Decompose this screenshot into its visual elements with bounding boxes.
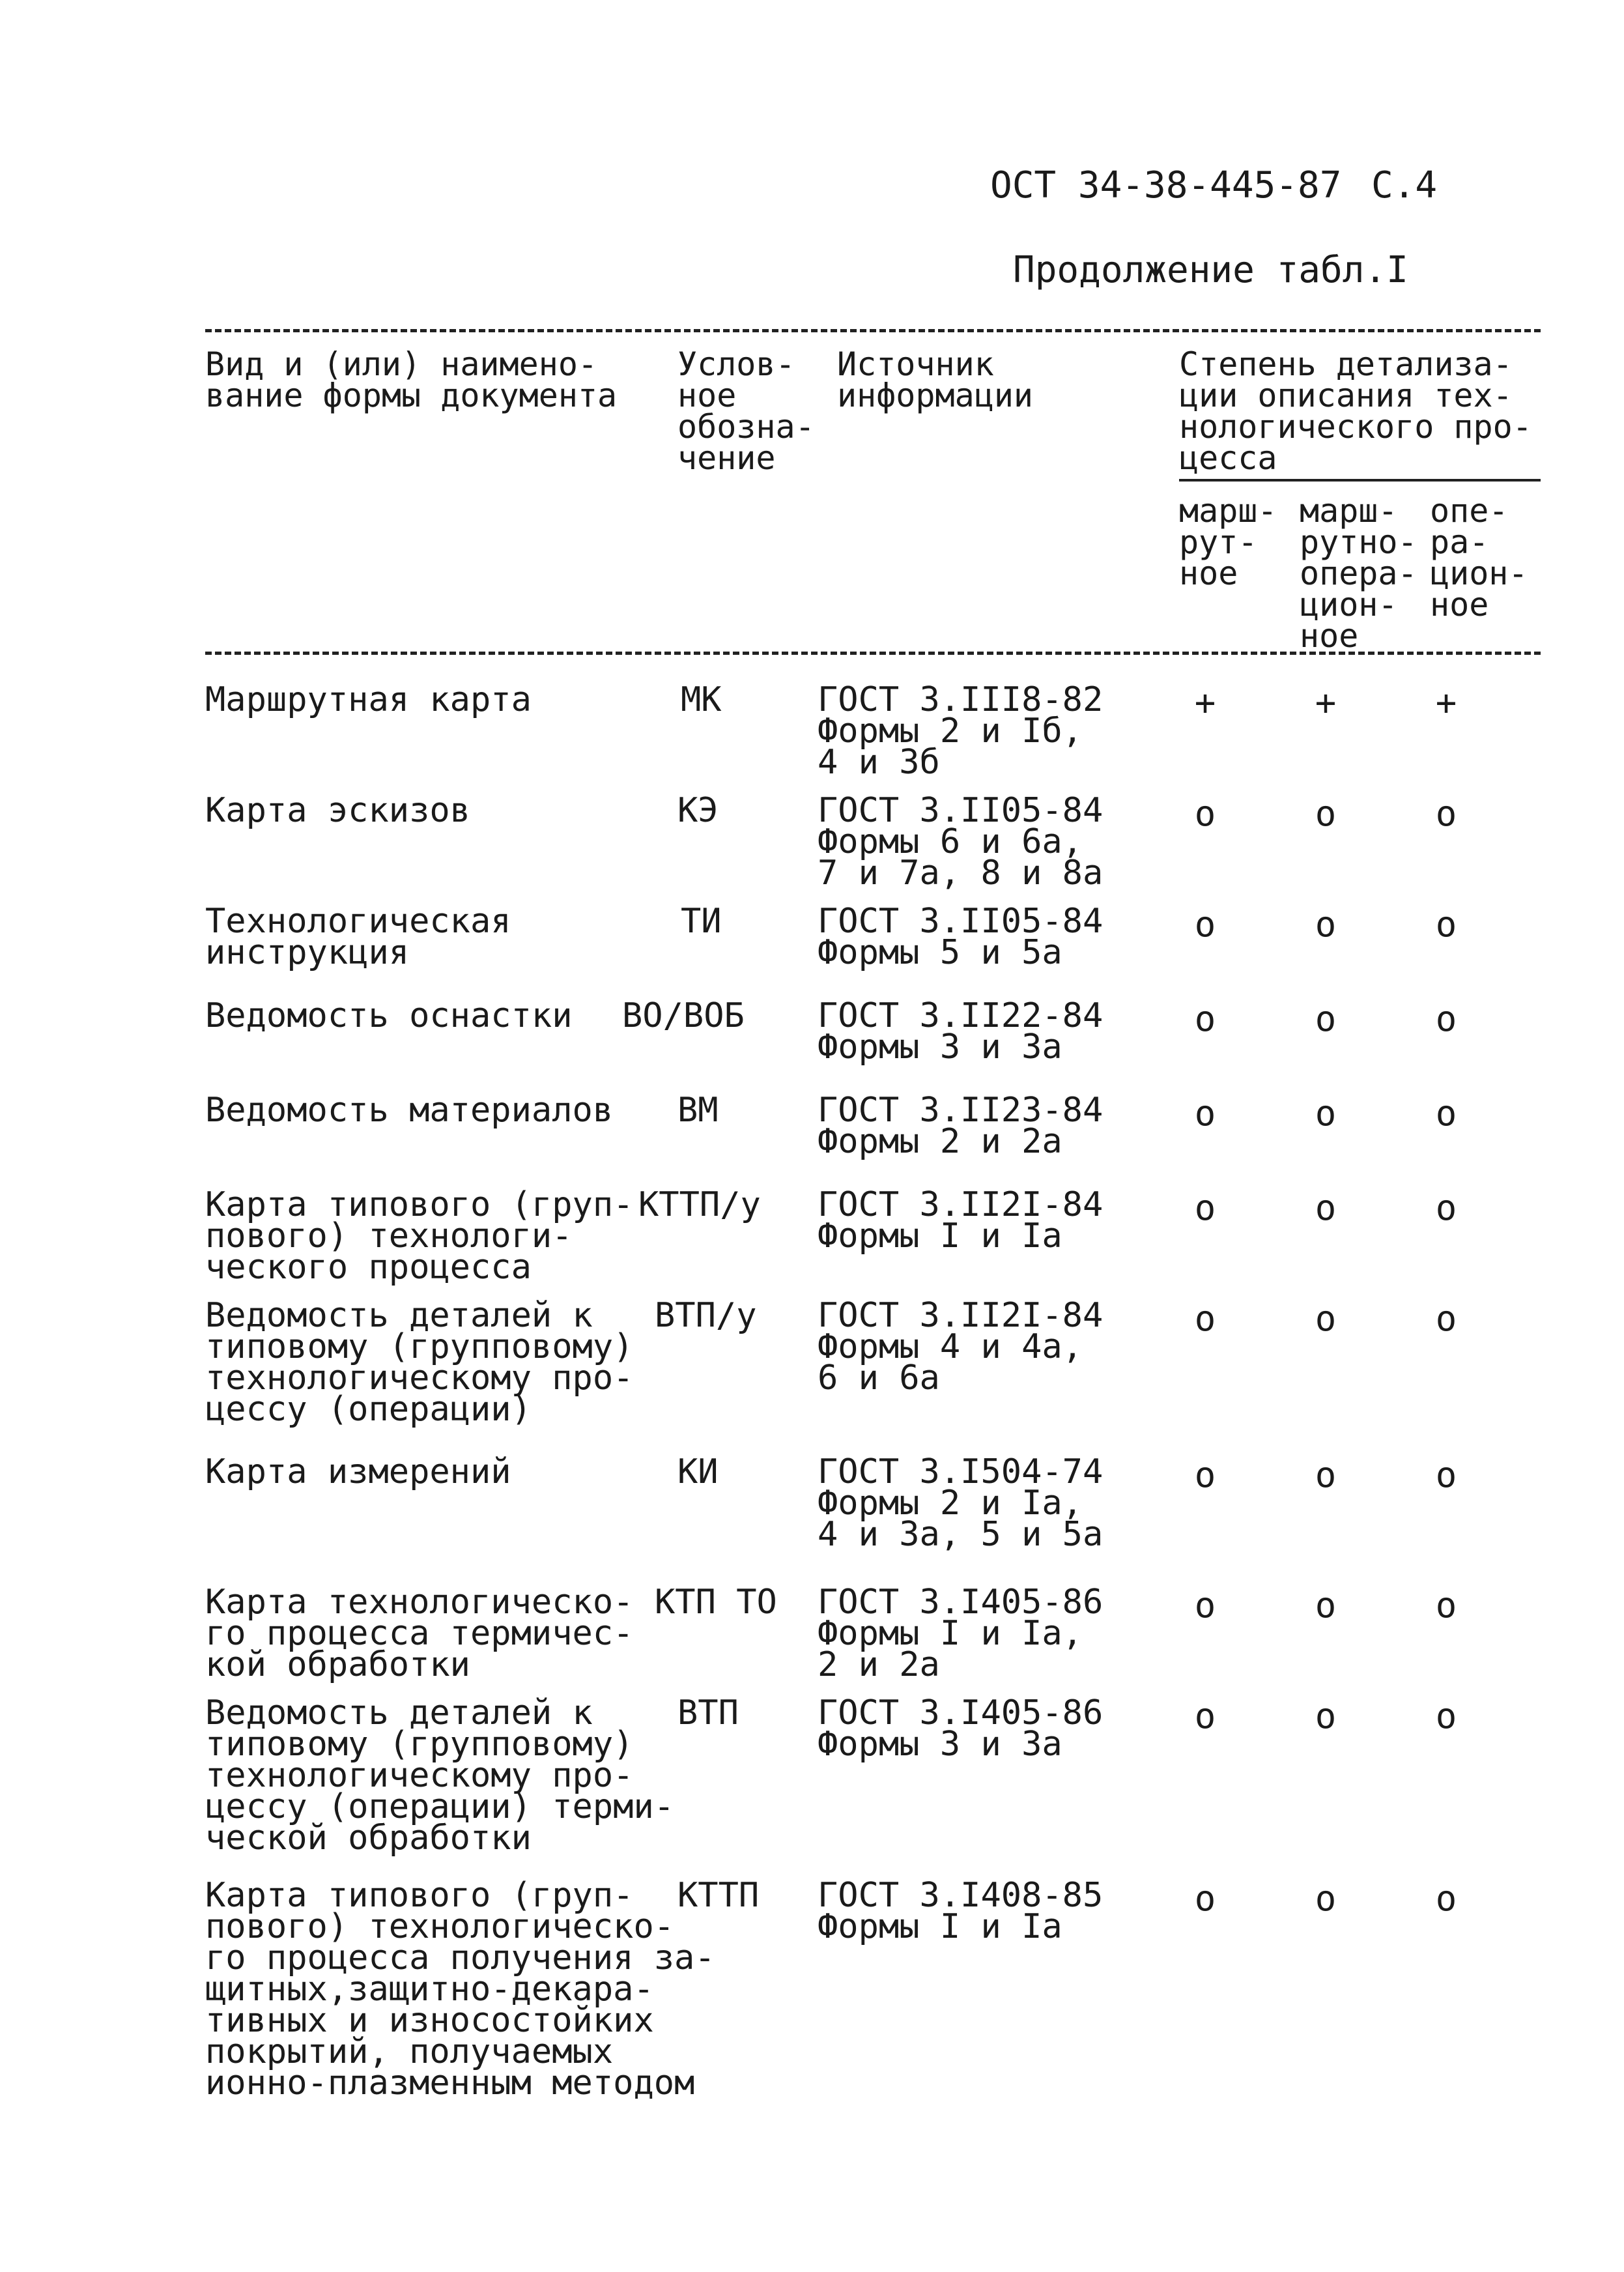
row-code: КТТП/у [638, 1185, 761, 1224]
row-mark-operation: о [1435, 1454, 1457, 1495]
row-document-name: Технологическая инструкция [205, 902, 511, 972]
row-source: ГОСТ 3.II23-84 Формы 2 и 2а [818, 1091, 1104, 1161]
row-mark-route: о [1194, 1298, 1216, 1339]
row-mark-route: о [1194, 998, 1216, 1039]
row-source: ГОСТ 3.II2I-84 Формы 4 и 4а, 6 и 6а [818, 1296, 1104, 1398]
row-mark-route: о [1194, 1454, 1216, 1495]
column-header-name: Вид и (или) наимено- вание формы документа [205, 345, 618, 414]
subheader-route-operation: марш- рутно- опера- цион- ное [1300, 492, 1417, 655]
row-code: ВТП [677, 1693, 739, 1733]
row-document-name: Ведомость материалов [205, 1091, 614, 1130]
row-source: ГОСТ 3.I405-86 Формы I и Iа, 2 и 2а [818, 1583, 1104, 1684]
row-mark-route-operation: о [1315, 1695, 1337, 1736]
row-mark-route-operation: о [1315, 1585, 1337, 1626]
row-mark-operation: о [1435, 793, 1457, 834]
row-document-name: Ведомость деталей к типовому (групповому) технологическому про- цессу (операции) терми- ческой обработки [205, 1693, 675, 1858]
row-document-name: Карта технологическо- го процесса термичес- кой обработки [205, 1583, 634, 1684]
row-document-name: Маршрутная карта [205, 680, 532, 719]
row-source: ГОСТ 3.I504-74 Формы 2 и Iа, 4 и 3а, 5 и 5а [818, 1452, 1104, 1554]
row-source: ГОСТ 3.III8-82 Формы 2 и Iб, 4 и 3б [818, 680, 1104, 782]
row-mark-operation: о [1435, 1298, 1457, 1339]
row-mark-route-operation: о [1315, 1454, 1337, 1495]
row-code: МК [681, 680, 722, 719]
row-code: ВМ [677, 1091, 719, 1130]
row-source: ГОСТ 3.II05-84 Формы 5 и 5а [818, 902, 1104, 972]
table-top-rule [205, 329, 1541, 332]
row-mark-route-operation: о [1315, 1187, 1337, 1228]
row-mark-operation: о [1435, 1695, 1457, 1736]
row-mark-route: + [1194, 682, 1216, 723]
column-header-code: Услов- ное обозна- чение [677, 345, 815, 477]
row-mark-route-operation: о [1315, 1093, 1337, 1134]
row-code: ТИ [681, 902, 722, 941]
row-document-name: Карта типового (груп- пового) технологи- ческого процесса [205, 1185, 634, 1287]
row-source: ГОСТ 3.I408-85 Формы I и Iа [818, 1876, 1104, 1946]
row-source: ГОСТ 3.II2I-84 Формы I и Iа [818, 1185, 1104, 1256]
subheader-route: марш- рут- ное [1179, 492, 1277, 592]
row-mark-route-operation: о [1315, 1878, 1337, 1919]
row-mark-route: о [1194, 793, 1216, 834]
row-mark-route: о [1194, 1187, 1216, 1228]
row-mark-operation: о [1435, 1878, 1457, 1919]
column-header-degree: Степень детализа- ции описания тех- нологического про- цесса [1179, 345, 1532, 477]
row-mark-route: о [1194, 1878, 1216, 1919]
row-code: КТП ТО [655, 1583, 777, 1622]
row-mark-operation: о [1435, 1093, 1457, 1134]
row-mark-operation: + [1435, 682, 1457, 723]
row-mark-route-operation: о [1315, 1298, 1337, 1339]
row-mark-route: о [1194, 1695, 1216, 1736]
row-source: ГОСТ 3.II22-84 Формы 3 и 3а [818, 996, 1104, 1067]
row-code: КИ [677, 1452, 719, 1491]
row-code: ВО/ВОБ [622, 996, 745, 1035]
row-document-name: Карта измерений [205, 1452, 511, 1491]
table-caption: Продолжение табл.I [1013, 249, 1408, 291]
subheader-operation: опе- ра- цион- ное [1430, 492, 1528, 624]
row-document-name: Карта типового (груп- пового) технологическо- го процесса получения за- щитных,защитно-декара- тивных и износостойких покрытий, получаемых ионно-плазменным методом [205, 1876, 715, 2103]
row-mark-route-operation: о [1315, 904, 1337, 945]
row-mark-operation: о [1435, 1187, 1457, 1228]
row-document-name: Карта эскизов [205, 791, 470, 830]
row-document-name: Ведомость деталей к типовому (групповому) технологическому про- цессу (операции) [205, 1296, 634, 1429]
row-code: КТТП [677, 1876, 760, 1915]
row-mark-operation: о [1435, 904, 1457, 945]
row-code: ВТП/у [655, 1296, 757, 1335]
degree-header-underline [1179, 479, 1541, 482]
page-number: С.4 [1371, 164, 1438, 207]
row-mark-route: о [1194, 1585, 1216, 1626]
header-bottom-rule [205, 652, 1541, 655]
row-mark-route-operation: о [1315, 793, 1337, 834]
row-code: КЭ [677, 791, 719, 830]
row-mark-route-operation: о [1315, 998, 1337, 1039]
row-mark-route: о [1194, 1093, 1216, 1134]
row-mark-route-operation: + [1315, 682, 1337, 723]
document-code: ОСТ 34-38-445-87 [990, 164, 1342, 207]
row-document-name: Ведомость оснастки [205, 996, 573, 1035]
row-source: ГОСТ 3.I405-86 Формы 3 и 3а [818, 1693, 1104, 1764]
row-mark-route: о [1194, 904, 1216, 945]
column-header-source: Источник информации [837, 345, 1034, 414]
row-source: ГОСТ 3.II05-84 Формы 6 и 6а, 7 и 7а, 8 и 8а [818, 791, 1104, 893]
row-mark-operation: о [1435, 998, 1457, 1039]
row-mark-operation: о [1435, 1585, 1457, 1626]
